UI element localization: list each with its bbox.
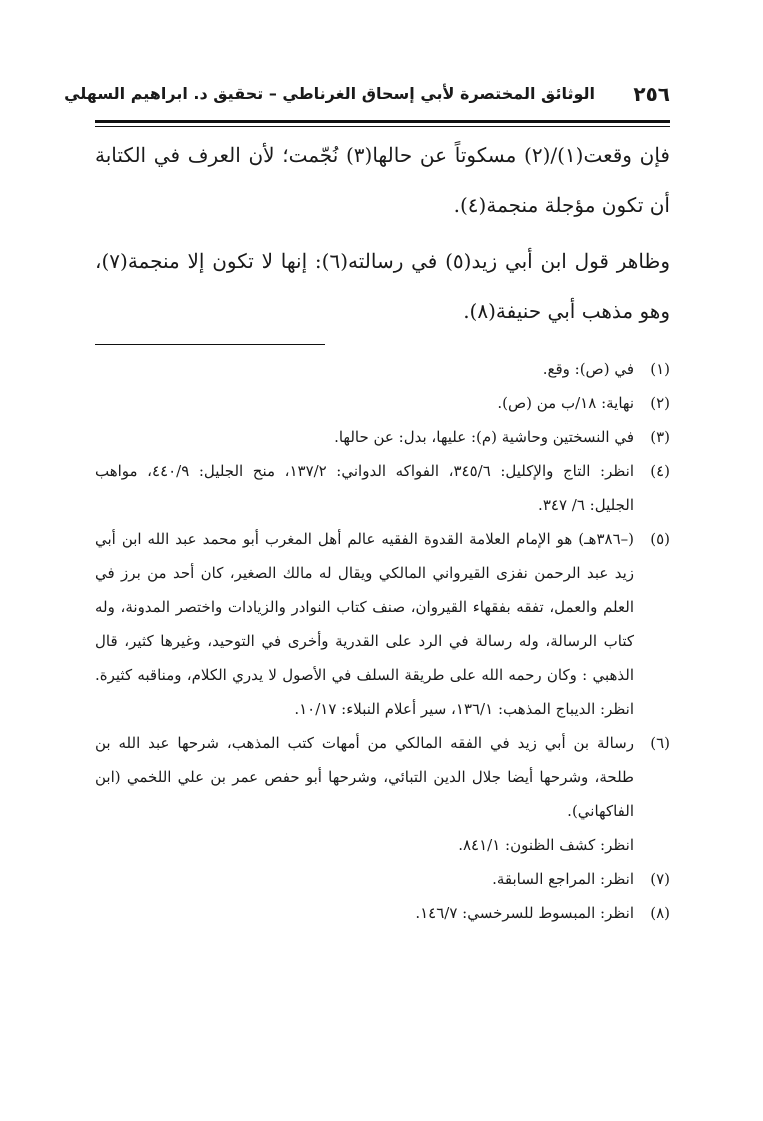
footnote-separator [95, 344, 325, 345]
header-rule-thin [95, 126, 670, 127]
footnote-text: انظر: المبسوط للسرخسي: ١٤٦/٧. [415, 904, 634, 922]
footnote-text: (–٣٨٦هـ) هو الإمام العلامة القدوة الفقيه عالم أهل المغرب أبو محمد عبد الله ابن أبي زيد عبد الرحمن نفزى القيرواني المالكي ويقال له مالك الصغير، كان أحد من برز في العلم والعمل، تفقه بفقهاء القيروان، صنف كتاب النوادر والزيادات واختصر المدونة، وله كتاب الرسالة، وله رسالة في الرد على القدرية وأخرى في التوحيد، وغيرها كثير، قال الذهبي : وكان رحمه الله على طريقة السلف في الأصول لا يدري الكلام، ومناقبه كثيرة. انظر: الديباج المذهب: ١٣٦/١، سير أعلام النبلاء: ١٠/١٧. [95, 530, 634, 718]
footnote-5 [95, 522, 670, 726]
main-text [95, 130, 670, 336]
footnote-number: (٧) [650, 870, 670, 888]
footnote-number: (٢) [650, 394, 670, 412]
footnote-7 [95, 862, 670, 896]
page-number: ٢٥٦ [633, 82, 670, 106]
footnote-number: (٤) [650, 462, 670, 480]
header-rule-thick [95, 120, 670, 123]
paragraph-1: فإن وقعت(١)/(٢) مسكوتاً عن حالها(٣) نُجّمت؛ لأن العرف في الكتابة أن تكون مؤجلة منجمة(٤). [95, 143, 670, 217]
running-title: الوثائق المختصرة لأبي إسحاق الغرناطي – تحقيق د. ابراهيم السهلي [64, 84, 595, 103]
footnote-number: (٨) [650, 904, 670, 922]
footnote-number: (٥) [650, 530, 670, 548]
footnote-6-reference [95, 828, 670, 862]
footnote-number: (٣) [650, 428, 670, 446]
footnote-text: نهاية: ١٨/ب من (ص). [497, 394, 634, 412]
footnote-1 [95, 352, 670, 386]
page-header [64, 82, 670, 116]
footnote-text: انظر: كشف الظنون: ٨٤١/١. [458, 836, 634, 854]
footnote-text: رسالة بن أبي زيد في الفقه المالكي من أمهات كتب المذهب، شرحها عبد الله بن طلحة، وشرحها أيضا جلال الدين التبائي، وشرحها أبو حفص عمر بن علي اللخمي (ابن الفاكهاني). [95, 734, 634, 820]
footnotes [95, 352, 670, 930]
footnote-4 [95, 454, 670, 522]
footnote-text: انظر: التاج والإكليل: ٣٤٥/٦، الفواكه الدواني: ١٣٧/٢، منح الجليل: ٤٤٠/٩، مواهب الجليل: ٦/ ٣٤٧. [95, 462, 635, 514]
footnote-3 [95, 420, 670, 454]
footnote-number: (١) [650, 360, 670, 378]
footnote-8 [95, 896, 670, 930]
paragraph-2: وظاهر قول ابن أبي زيد(٥) في رسالته(٦): إنها لا تكون إلا منجمة(٧)، وهو مذهب أبي حنيفة(٨). [95, 249, 670, 323]
footnote-6 [95, 726, 670, 828]
footnote-text: انظر: المراجع السابقة. [492, 870, 634, 888]
footnote-text: في (ص): وقع. [542, 360, 634, 378]
footnote-number: (٦) [650, 734, 670, 752]
footnote-2 [95, 386, 670, 420]
footnote-text: في النسختين وحاشية (م): عليها، بدل: عن حالها. [334, 428, 634, 446]
